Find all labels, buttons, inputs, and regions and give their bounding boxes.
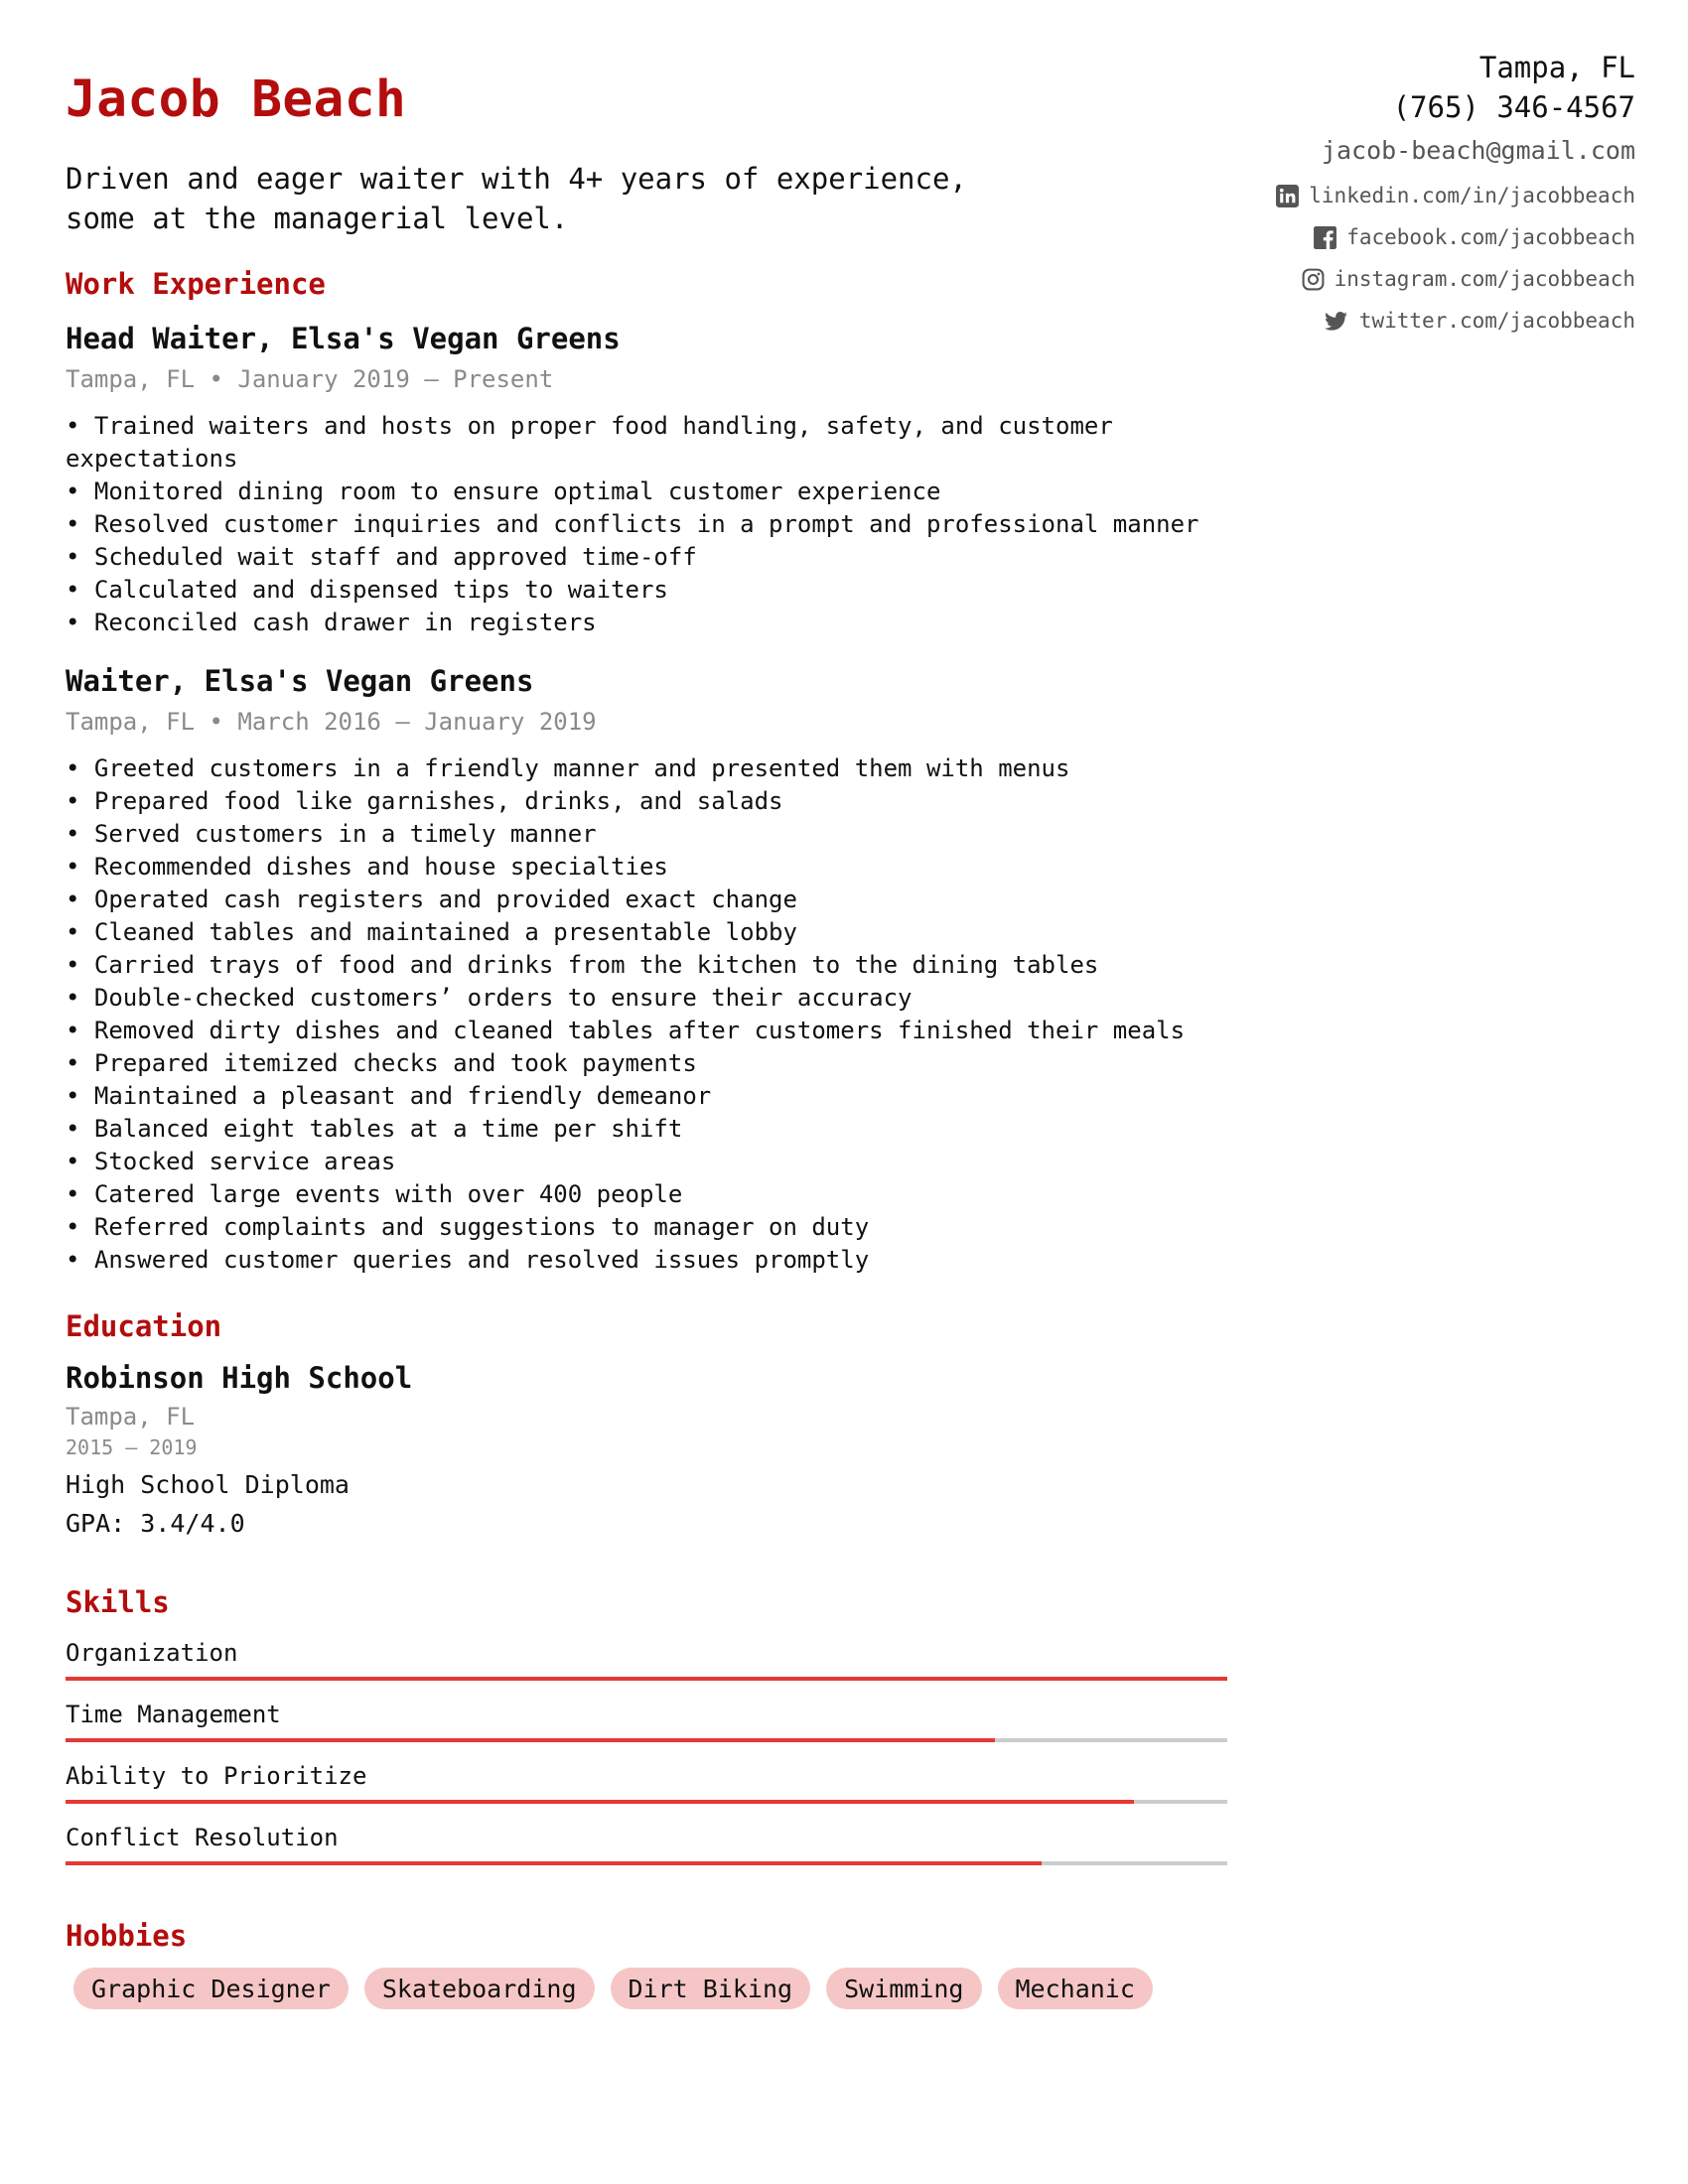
instagram-icon	[1301, 267, 1326, 292]
hobbies-section	[66, 1916, 1227, 2009]
bullet-item: • Resolved customer inquiries and conflicts in a prompt and professional manner	[66, 510, 1199, 538]
bullet-item: • Served customers in a timely manner	[66, 820, 597, 848]
skill-item	[66, 1636, 1227, 1698]
education-section	[66, 1306, 1227, 1543]
social-link-instagram[interactable]	[1079, 264, 1635, 294]
section-title-skills: Skills	[66, 1585, 170, 1619]
job-bullets	[66, 410, 1227, 639]
skill-label: Ability to Prioritize	[66, 1762, 367, 1790]
hobby-chip: Skateboarding	[364, 1968, 595, 2009]
job-entry	[66, 661, 1227, 1277]
school-years: 2015 — 2019	[66, 1435, 198, 1459]
facebook-icon	[1313, 225, 1337, 250]
social-link-twitter[interactable]	[1079, 306, 1635, 336]
bullet-item: • Prepared itemized checks and took payments	[66, 1049, 697, 1077]
hobby-chip: Dirt Biking	[611, 1968, 811, 2009]
hobby-chip: Graphic Designer	[73, 1968, 349, 2009]
hobby-chip: Mechanic	[998, 1968, 1153, 2009]
work-experience-section	[66, 264, 1227, 1277]
skill-bar-track	[66, 1800, 1227, 1804]
contact-email[interactable]: jacob-beach@gmail.com	[1321, 136, 1635, 165]
social-link-text: twitter.com/jacobbeach	[1358, 309, 1635, 333]
summary	[66, 159, 1227, 238]
bullet-item: • Calculated and dispensed tips to waiters	[66, 576, 668, 604]
social-link-text: instagram.com/jacobbeach	[1334, 267, 1635, 291]
skill-bar-fill	[66, 1861, 1042, 1865]
bullet-item: • Balanced eight tables at a time per shift	[66, 1115, 683, 1143]
bullet-item: • Catered large events with over 400 people	[66, 1180, 683, 1208]
skill-label: Conflict Resolution	[66, 1824, 339, 1851]
skill-bar-fill	[66, 1677, 1227, 1681]
bullet-item: • Trained waiters and hosts on proper food handling, safety, and customer	[66, 412, 1113, 440]
skill-bar-track	[66, 1861, 1227, 1865]
bullet-item: • Operated cash registers and provided exact change	[66, 886, 797, 913]
hobby-chips	[73, 1968, 1227, 2009]
bullet-item: • Carried trays of food and drinks from the kitchen to the dining tables	[66, 951, 1099, 979]
bullet-item: • Scheduled wait staff and approved time-off	[66, 543, 697, 571]
bullet-item: • Answered customer queries and resolved issues promptly	[66, 1246, 870, 1274]
skills-list	[66, 1636, 1227, 1882]
social-link-text: linkedin.com/in/jacobbeach	[1309, 184, 1635, 207]
section-title-work: Work Experience	[66, 267, 326, 301]
bullet-item: • Double-checked customers’ orders to ensure their accuracy	[66, 984, 913, 1012]
social-link-linkedin[interactable]	[1079, 181, 1635, 210]
contact-phone: (765) 346-4567	[1392, 90, 1635, 124]
school-name: Robinson High School	[66, 1361, 413, 1395]
job-meta: Tampa, FL • January 2019 — Present	[66, 365, 554, 393]
bullet-item: • Removed dirty dishes and cleaned tables after customers finished their meals	[66, 1017, 1186, 1044]
bullet-item: • Maintained a pleasant and friendly demeanor	[66, 1082, 712, 1110]
bullet-item: expectations	[66, 445, 238, 473]
skills-section	[66, 1582, 1227, 1882]
degree: High School Diploma	[66, 1470, 350, 1499]
bullet-item: • Reconciled cash drawer in registers	[66, 609, 597, 636]
candidate-name: Jacob Beach	[66, 70, 407, 129]
school-location: Tampa, FL	[66, 1403, 196, 1431]
skill-item	[66, 1759, 1227, 1821]
social-link-text: facebook.com/jacobbeach	[1346, 225, 1635, 249]
skill-label: Time Management	[66, 1701, 281, 1728]
job-title: Waiter, Elsa's Vegan Greens	[66, 664, 534, 698]
bullet-item: • Recommended dishes and house specialties	[66, 853, 668, 881]
job-bullets	[66, 752, 1227, 1277]
linkedin-icon	[1275, 184, 1300, 208]
summary-line: Driven and eager waiter with 4+ years of experience,	[66, 162, 967, 196]
contact-column	[1079, 48, 1635, 336]
contact-city: Tampa, FL	[1478, 51, 1635, 84]
summary-line: some at the managerial level.	[66, 202, 569, 235]
bullet-item: • Greeted customers in a friendly manner and presented them with menus	[66, 754, 1070, 782]
main-column	[66, 60, 1227, 2009]
gpa: GPA: 3.4/4.0	[66, 1509, 245, 1538]
job-meta: Tampa, FL • March 2016 — January 2019	[66, 708, 597, 736]
social-link-facebook[interactable]	[1079, 222, 1635, 252]
skill-label: Organization	[66, 1639, 238, 1667]
job-title: Head Waiter, Elsa's Vegan Greens	[66, 322, 621, 355]
skill-bar-track	[66, 1677, 1227, 1681]
bullet-item: • Referred complaints and suggestions to manager on duty	[66, 1213, 870, 1241]
bullet-item: • Cleaned tables and maintained a presentable lobby	[66, 918, 797, 946]
bullet-item: • Monitored dining room to ensure optimal customer experience	[66, 478, 941, 505]
hobby-chip: Swimming	[826, 1968, 981, 2009]
social-links	[1079, 181, 1635, 336]
skill-bar-track	[66, 1738, 1227, 1742]
job-entry	[66, 319, 1227, 639]
section-title-hobbies: Hobbies	[66, 1919, 188, 1953]
skill-bar-fill	[66, 1738, 995, 1742]
skill-item	[66, 1821, 1227, 1882]
section-title-education: Education	[66, 1309, 222, 1343]
bullet-item: • Stocked service areas	[66, 1148, 396, 1175]
bullet-item: • Prepared food like garnishes, drinks, and salads	[66, 787, 783, 815]
skill-item	[66, 1698, 1227, 1759]
skill-bar-fill	[66, 1800, 1134, 1804]
twitter-icon	[1322, 309, 1350, 334]
